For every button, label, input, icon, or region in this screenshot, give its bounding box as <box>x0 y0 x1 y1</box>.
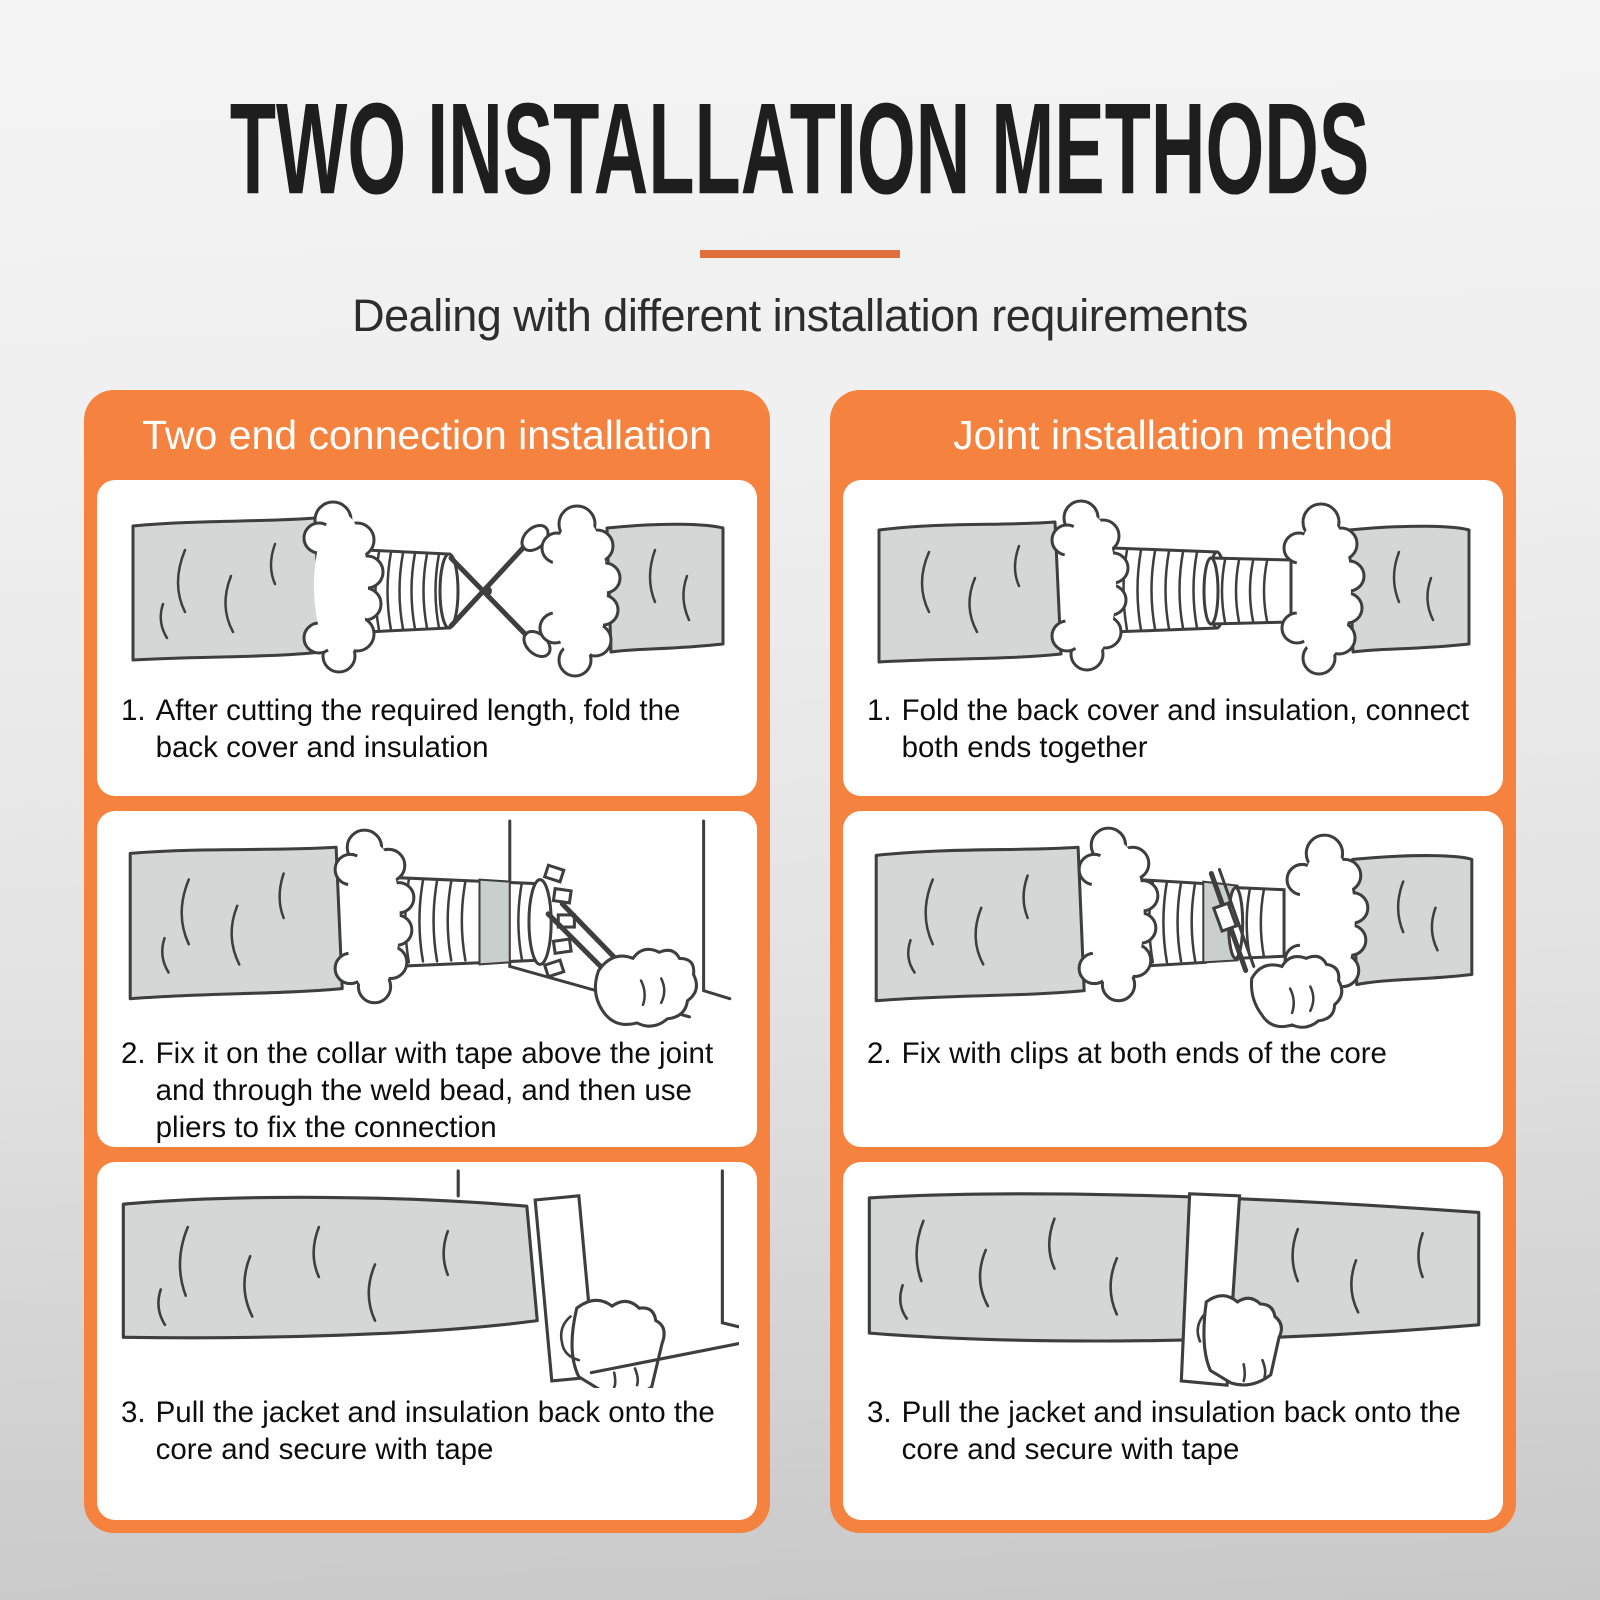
step-description: Fix with clips at both ends of the core <box>901 1037 1387 1070</box>
pulling-hand <box>1198 1296 1282 1385</box>
page-title: TWO INSTALLATION METHODS <box>230 75 1370 222</box>
step-text <box>867 1394 1479 1468</box>
fix-collar-with-pliers-illustration <box>115 817 739 1029</box>
panel-joint-installation <box>830 390 1516 1533</box>
step-number: 2. <box>867 1037 892 1070</box>
step-text <box>121 1394 733 1468</box>
step-text <box>867 692 1479 766</box>
pull-jacket-secure-tape-illustration <box>861 1168 1485 1388</box>
fluffy-insulation-left <box>304 502 383 672</box>
fluffy-insulation-left <box>1052 501 1128 670</box>
step-card <box>97 480 757 796</box>
step-text <box>867 1035 1479 1072</box>
pull-jacket-secure-tape-illustration <box>115 1168 739 1388</box>
scissors-icon <box>451 521 555 662</box>
fix-with-clips-illustration <box>861 817 1485 1029</box>
pulling-hand <box>561 1300 664 1388</box>
methods-columns <box>0 390 1600 1533</box>
step-description: Fix it on the collar with tape above the joint and through the weld bead, and then use pliers to fix the connection <box>155 1037 714 1145</box>
panel-header-joint: Joint installation method <box>953 411 1393 458</box>
step-description: Fold the back cover and insulation, connect both ends together <box>901 694 1470 765</box>
step-card <box>97 811 757 1147</box>
fixing-hand <box>1251 956 1341 1027</box>
step-number: 3. <box>121 1396 146 1429</box>
step-text <box>121 692 733 766</box>
panel-two-end-connection <box>84 390 770 1533</box>
fluffy-insulation <box>335 830 414 1003</box>
scissors-cutting-duct-illustration <box>115 486 739 686</box>
step-text <box>121 1035 733 1146</box>
page-header <box>0 0 1600 342</box>
step-number: 2. <box>121 1037 146 1070</box>
title-divider <box>700 250 900 258</box>
page-subtitle: Dealing with different installation requirements <box>352 290 1248 341</box>
panel-header-two-end: Two end connection installation <box>142 411 712 458</box>
step-description: Pull the jacket and insulation back onto the core and secure with tape <box>155 1396 715 1467</box>
step-description: After cutting the required length, fold the back cover and insulation <box>155 694 681 765</box>
step-number: 1. <box>867 694 892 727</box>
step-card <box>97 1162 757 1520</box>
title-wrap <box>0 75 1600 222</box>
connect-both-ends-illustration <box>861 486 1485 686</box>
step-card <box>843 1162 1503 1520</box>
step-description: Pull the jacket and insulation back onto the core and secure with tape <box>901 1396 1461 1467</box>
step-card <box>843 480 1503 796</box>
step-card <box>843 811 1503 1147</box>
step-number: 1. <box>121 694 146 727</box>
step-number: 3. <box>867 1396 892 1429</box>
fluffy-insulation-left <box>1079 828 1158 1001</box>
